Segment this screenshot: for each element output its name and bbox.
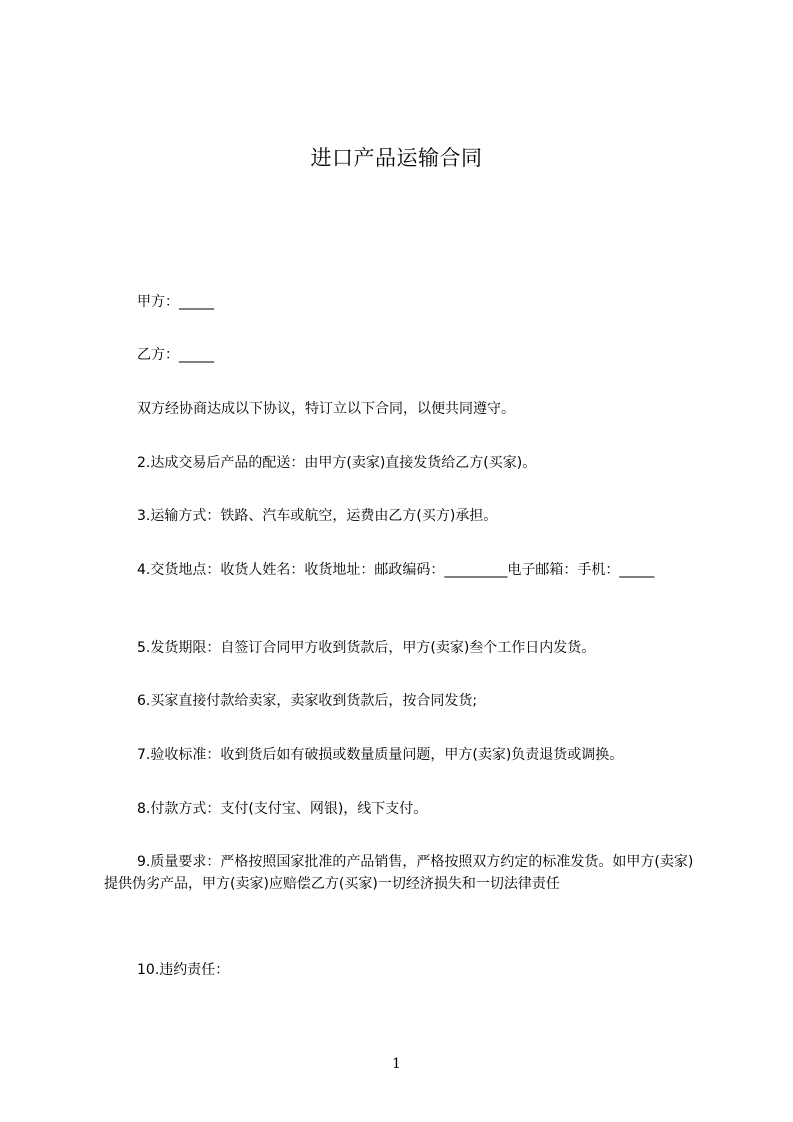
clause-10-liability: 10.违约责任： bbox=[137, 962, 230, 978]
clause-7-acceptance: 7.验收标准：收到货后如有破损或数量质量问题，甲方(卖家)负责退货或调换。 bbox=[137, 747, 624, 763]
clause-4-delivery-location: 4.交货地点：收货人姓名：收货地址：邮政编码：_________电子邮箱：手机：_____ bbox=[137, 562, 655, 578]
clause-9-quality: 9.质量要求：严格按照国家批准的产品销售，严格按照双方约定的标准发货。如甲方(卖家)提供伪劣产品，甲方(卖家)应赔偿乙方(买家)一切经济损失和一切法律责任 bbox=[104, 854, 694, 892]
clause-5-shipping-deadline: 5.发货期限：自签订合同甲方收到货款后，甲方(卖家)叁个工作日内发货。 bbox=[137, 640, 596, 656]
page-number: 1 bbox=[392, 1056, 401, 1072]
clause-6-payment-to-seller: 6.买家直接付款给卖家，卖家收到货款后，按合同发货; bbox=[137, 693, 478, 709]
document-title: 进口产品运输合同 bbox=[310, 146, 483, 170]
party-a-line: 甲方：_____ bbox=[137, 294, 214, 310]
clause-8-payment-method: 8.付款方式：支付(支付宝、网银)，线下支付。 bbox=[137, 801, 428, 817]
clause-2-delivery: 2.达成交易后产品的配送：由甲方(卖家)直接发货给乙方(买家)。 bbox=[137, 455, 537, 471]
agreement-intro: 双方经协商达成以下协议，特订立以下合同，以便共同遵守。 bbox=[137, 401, 515, 417]
clause-3-transport: 3.运输方式：铁路、汽车或航空，运费由乙方(买方)承担。 bbox=[137, 508, 498, 524]
party-b-line: 乙方：_____ bbox=[137, 347, 214, 363]
